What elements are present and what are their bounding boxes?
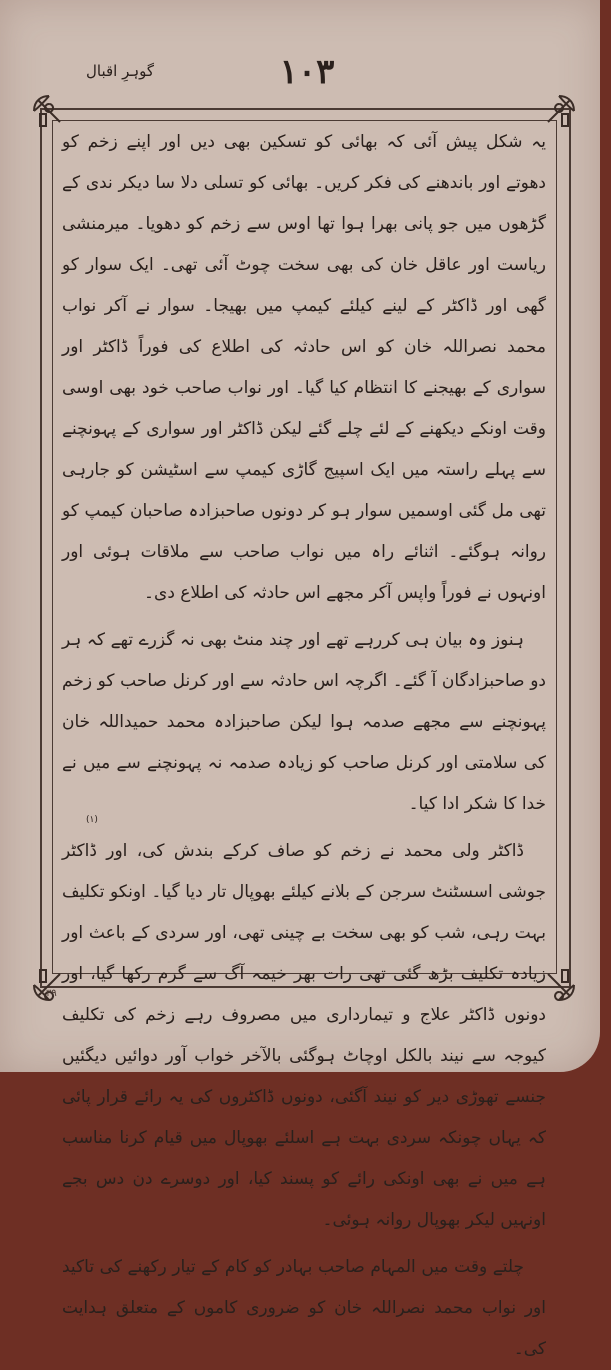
corner-note: ٣٩ xyxy=(46,988,57,999)
page-number: ١٠٣ xyxy=(279,52,335,92)
paragraph-2: ہنوز وہ بیان ہی کررہے تھے اور چند منٹ بھی نہ گزرے تھے کہ ہر دو صاحبزادگان آ گئے۔ اگرچہ اس حادثہ سے اور کرنل صاحب کو زخم پہونچنے سے مجھے صدمہ ہوا لیکن صاحبزادہ محمد حمیداللہ خان کی سلامتی اور کرنل صاحب کو زیادہ صدمہ نہ پہونچنے سے میں نے خدا کا شکر ادا کیا۔ xyxy=(62,630,546,814)
running-title: گوہرِ اقبال xyxy=(85,62,155,80)
footnote-mark: (١) xyxy=(86,815,98,825)
paragraph-3: ڈاکٹر ولی محمد نے زخم کو صاف کرکے بندش کی، اور ڈاکٹر جوشی اسسٹنٹ سرجن کے بلانے کیلئے بھوپال تار دیا گیا۔ اونکو تکلیف بہت رہی، شب کو بھی سخت بے چینی تھی، اور سردی کے باعث اور زیادہ تکلیف بڑھ گئی تھی رات بھر خیمہ آگ سے گرم رکھا گیا، اور دونوں ڈاکٹر علاج و تیمارداری میں مصروف رہے زخم کی تکلیف کیوجہ سے نیند بالکل اوچاٹ ہوگئی بالآخر خواب آور دوائیں دیگئیں جنسے تھوڑی دیر کو نیند آگئی، دونوں ڈاکٹروں کی یہ رائے قرار پائی کہ یہاں چونکہ سردی بہت ہے اسلئے بھوپال میں قیام کرنا مناسب ہے میں نے بھی اونکی رائے کو پسند کیا، اور دوسرے دن دس بجے اونہیں لیکر بھوپال روانہ ہوئی۔ xyxy=(62,841,546,1230)
paragraph-1: یہ شکل پیش آئی کہ بھائی کو تسکین بھی دیں اور اپنے زخم کو دھوتے اور باندھنے کی فکر کریں۔ بھائی کو تسلی دلا سا دیکر ندی کے گڑھوں میں جو پانی بھرا ہوا تھا اوس سے زخم کو دھویا۔ میرمنشی ریاست اور عاقل خان کی بھی سخت چوٹ آئی تھی۔ ایک سوار کو گھی اور ڈاکٹر کے لینے کیلئے کیمپ میں بھیجا۔ سوار نے آکر نواب محمد نصراللہ خان کو اس حادثہ کی اطلاع کی فوراً ڈاکٹر اور سواری کے بھیجنے کا انتظام کیا گیا۔ اور نواب صاحب خود بھی اوسی وقت اونکے دیکھنے کے لئے چلے گئے لیکن ڈاکٹر اور سواری کے پہونچنے سے پہلے راستہ میں ایک اسپیج گاڑی کیمپ سے اسٹیشن کو جارہی تھی مل گئی اوسمیں سوار ہو کر دونوں صاحبزادہ صاحبان کیمپ کو روانہ ہوگئے۔ اثنائے راہ میں نواب صاحب سے ملاقات ہوئی اور اونہوں نے فوراً واپس آکر مجھے اس حادثہ کی اطلاع دی۔ xyxy=(62,132,546,603)
paragraph-4: چلتے وقت میں المہام صاحب بہادر کو کام کے تیار رکھنے کی تاکید اور نواب محمد نصراللہ خان کو ضروری کاموں کے متعلق ہدایت کی۔ xyxy=(62,1257,546,1359)
body-text xyxy=(62,122,546,1359)
